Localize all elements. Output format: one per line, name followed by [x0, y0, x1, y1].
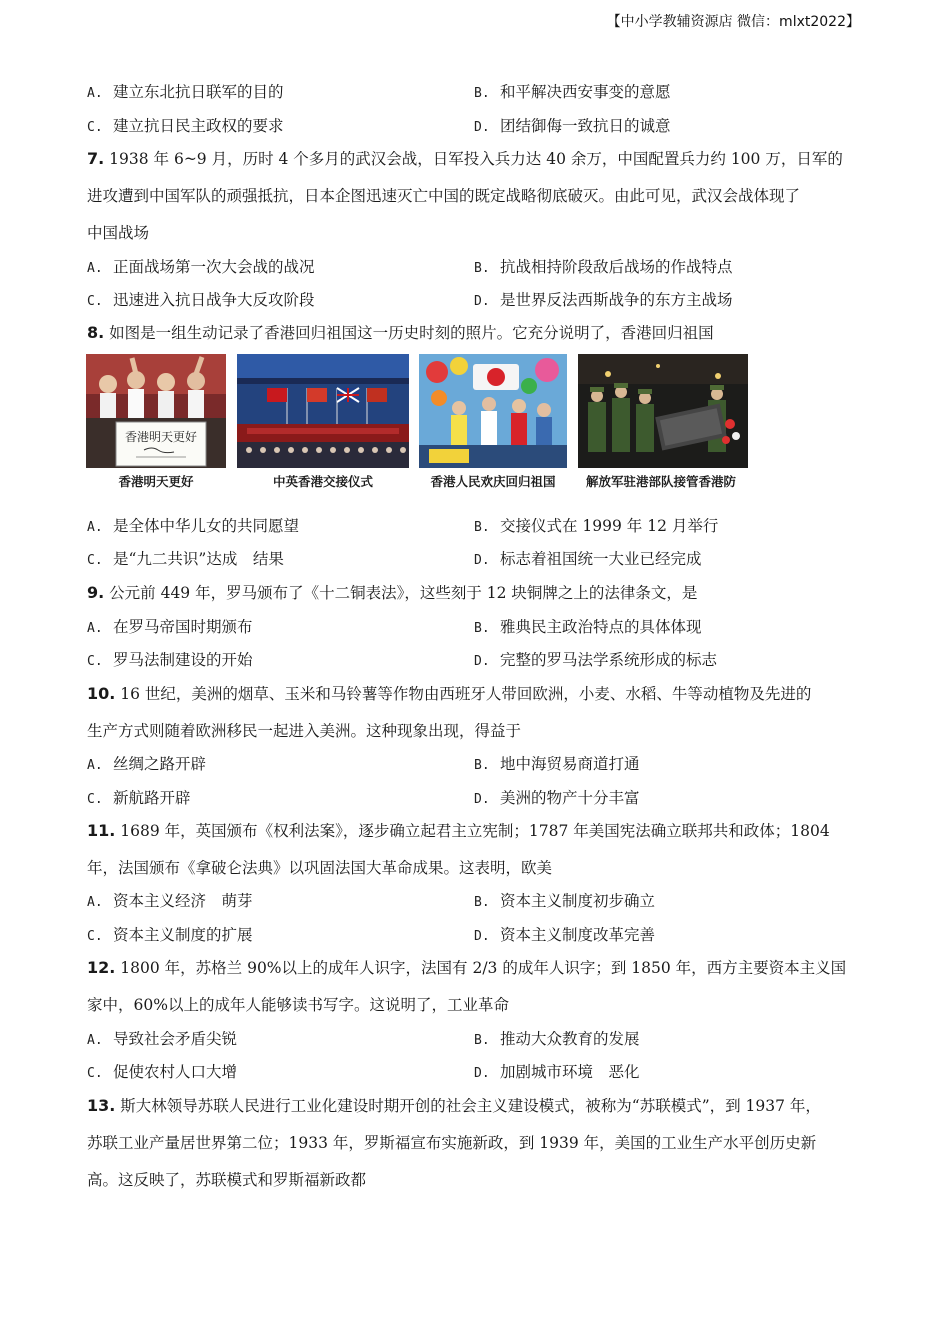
q9-option-row: [87, 648, 867, 672]
q12-option-b[interactable]: B. 推动大众教育的发展: [474, 1030, 640, 1048]
q8-option-b[interactable]: B. 交接仪式在 1999 年 12 月举行: [474, 517, 719, 535]
photo-caption-2: 中英香港交接仪式: [272, 474, 373, 489]
q10-option-row: [87, 786, 867, 810]
q11-option-row: [87, 889, 867, 913]
q8-option-a[interactable]: A. 是全体中华儿女的共同愿望: [87, 517, 300, 535]
q10-option-a[interactable]: A. 丝绸之路开辟: [87, 755, 207, 773]
photo-sign-text: 香港明天更好: [124, 430, 198, 444]
q8-option-row: [87, 547, 867, 571]
q13-stem-line-2: 苏联工业产量居世界第二位；1933 年，罗斯福宣布实施新政，到 1939 年，美国的工业生产水平创历史新: [87, 1134, 817, 1152]
q9-number: 9.: [87, 583, 105, 602]
photo-pla-garrison: [578, 354, 748, 468]
q9-option-b[interactable]: B. 雅典民主政治特点的具体体现: [474, 618, 702, 636]
q10-option-c[interactable]: C. 新航路开辟: [87, 789, 191, 807]
q10-option-b[interactable]: B. 地中海贸易商道打通: [474, 755, 640, 773]
q12-option-a[interactable]: A. 导致社会矛盾尖锐: [87, 1030, 238, 1048]
photo-hk-better-tomorrow: [86, 354, 226, 468]
q11-option-d[interactable]: D. 资本主义制度改革完善: [474, 926, 656, 944]
page-header: 【中小学教辅资源店 微信：mlxt2022】: [606, 14, 860, 30]
q7-option-row: [87, 255, 867, 279]
q12-number: 12.: [87, 958, 116, 977]
q12-stem-line-1: 12. 1800 年，苏格兰 90%以上的成年人识字，法国有 2/3 的成年人识字；到 1850 年，西方主要资本主义国: [87, 958, 847, 977]
q9-option-c[interactable]: C. 罗马法制建设的开始: [87, 651, 253, 669]
q7-number: 7.: [87, 149, 105, 168]
q6-option-d[interactable]: D. 团结御侮一致抗日的诚意: [474, 117, 671, 135]
q9-option-d[interactable]: D. 完整的罗马法学系统形成的标志: [474, 651, 718, 669]
q10-option-d[interactable]: D. 美洲的物产十分丰富: [474, 789, 640, 807]
q6-option-c[interactable]: C. 建立抗日民主政权的要求: [87, 117, 284, 135]
q7-stem-line-1: 7. 1938 年 6~9 月，历时 4 个多月的武汉会战，日军投入兵力达 40 余万，中国配置兵力约 100 万，日军的: [87, 149, 843, 168]
q8-option-c[interactable]: C. 是“九二共识”达成 结果: [87, 550, 284, 568]
q12-option-c[interactable]: C. 促使农村人口大增: [87, 1063, 238, 1081]
q7-option-a[interactable]: A. 正面战场第一次大会战的战况: [87, 258, 315, 276]
q13-number: 13.: [87, 1096, 116, 1115]
q11-option-row: [87, 923, 867, 947]
q12-option-d[interactable]: D. 加剧城市环境 恶化: [474, 1063, 640, 1081]
q7-option-b[interactable]: B. 抗战相持阶段敌后战场的作战特点: [474, 258, 733, 276]
q12-option-row: [87, 1060, 867, 1084]
q8-option-d[interactable]: D. 标志着祖国统一大业已经完成: [474, 550, 702, 568]
q7-stem-line-3: 中国战场: [87, 224, 150, 242]
q11-stem-line-2: 年，法国颁布《拿破仑法典》以巩固法国大革命成果。这表明，欧美: [87, 859, 553, 877]
q9-option-a[interactable]: A. 在罗马帝国时期颁布: [87, 618, 253, 636]
q6-option-b[interactable]: B. 和平解决西安事变的意愿: [474, 83, 671, 101]
q8-option-row: [87, 514, 867, 538]
q8-stem: 8. 如图是一组生动记录了香港回归祖国这一历史时刻的照片。它充分说明了，香港回归祖国: [87, 323, 714, 342]
q10-option-row: [87, 752, 867, 776]
q6-option-row: [87, 114, 867, 138]
q6-option-a[interactable]: A. 建立东北抗日联军的目的: [87, 83, 284, 101]
q10-number: 10.: [87, 684, 116, 703]
q10-stem-line-1: 10. 16 世纪，美洲的烟草、玉米和马铃薯等作物由西班牙人带回欧洲，小麦、水稻、牛等动植物及先进的: [87, 684, 812, 703]
photo-handover-ceremony: [237, 354, 409, 468]
q12-option-row: [87, 1027, 867, 1051]
photo-caption-3: 香港人民欢庆回归祖国: [430, 474, 556, 489]
q7-option-c[interactable]: C. 迅速进入抗日战争大反攻阶段: [87, 291, 315, 309]
q7-stem-line-2: 进攻遭到中国军队的顽强抵抗，日本企图迅速灭亡中国的既定战略彻底破灭。由此可见，武汉会战体现了: [87, 187, 801, 205]
q9-stem: 9. 公元前 449 年，罗马颁布了《十二铜表法》，这些刻于 12 块铜牌之上的法律条文，是: [87, 583, 698, 602]
q13-stem-line-3: 高。这反映了，苏联模式和罗斯福新政都: [87, 1171, 367, 1189]
q7-option-d[interactable]: D. 是世界反法西斯战争的东方主战场: [474, 291, 733, 309]
photo-caption-1: 香港明天更好: [118, 474, 194, 489]
q12-stem-line-2: 家中，60%以上的成年人能够读书写字。这说明了，工业革命: [87, 996, 509, 1014]
photo-celebration: [419, 354, 567, 468]
q11-option-b[interactable]: B. 资本主义制度初步确立: [474, 892, 656, 910]
q11-option-c[interactable]: C. 资本主义制度的扩展: [87, 926, 253, 944]
q11-number: 11.: [87, 821, 116, 840]
q13-stem-line-1: 13. 斯大林领导苏联人民进行工业化建设时期开创的社会主义建设模式，被称为“苏联模式”，到 1937 年，: [87, 1096, 821, 1115]
q11-stem-line-1: 11. 1689 年，英国颁布《权利法案》，逐步确立起君主立宪制；1787 年美国宪法确立联邦共和政体；1804: [87, 821, 830, 840]
q9-option-row: [87, 615, 867, 639]
photo-caption-4: 解放军驻港部队接管香港防: [585, 474, 736, 489]
q8-number: 8.: [87, 323, 105, 342]
q7-option-row: [87, 288, 867, 312]
q10-stem-line-2: 生产方式则随着欧洲移民一起进入美洲。这种现象出现，得益于: [87, 722, 522, 740]
q6-option-row: [87, 80, 867, 104]
q11-option-a[interactable]: A. 资本主义经济 萌芽: [87, 892, 253, 910]
